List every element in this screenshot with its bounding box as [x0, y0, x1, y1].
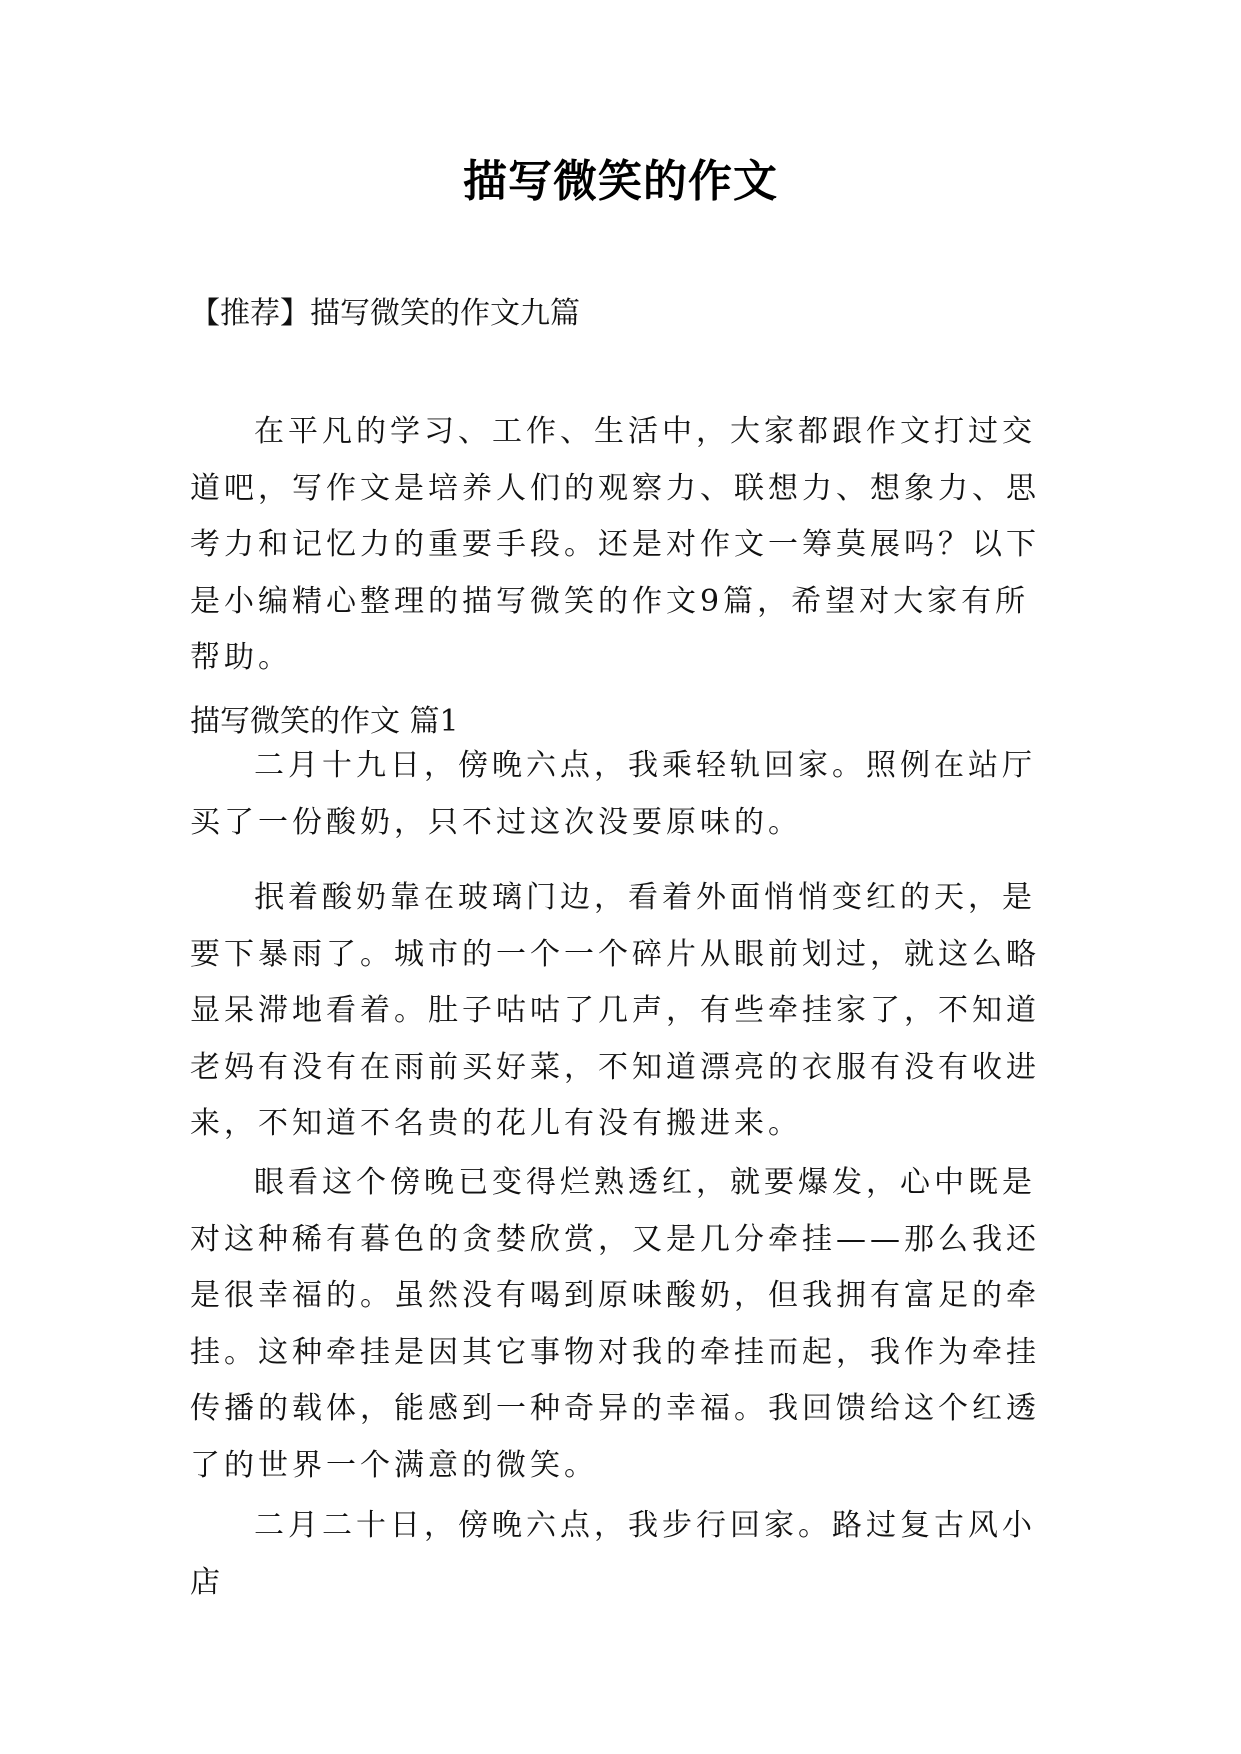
intro-paragraph: 在平凡的学习、工作、生活中，大家都跟作文打过交道吧，写作文是培养人们的观察力、联想力、想象力、思考力和记忆力的重要手段。还是对作文一筹莫展吗？以下是小编精心整理的描写微笑的作文9篇，希望对大家有所帮助。	[190, 414, 1040, 675]
body-paragraph-1: 二月十九日，傍晚六点，我乘轻轨回家。照例在站厅买了一份酸奶，只不过这次没要原味的。	[190, 748, 1036, 840]
body-paragraph-2: 抿着酸奶靠在玻璃门边，看着外面悄悄变红的天，是要下暴雨了。城市的一个一个碎片从眼前划过，就这么略显呆滞地看着。肚子咕咕了几声，有些牵挂家了，不知道老妈有没有在雨前买好菜，不知道漂亮的衣服有没有收进来，不知道不名贵的花儿有没有搬进来。	[190, 880, 1040, 1141]
document-title: 描写微笑的作文	[463, 156, 778, 207]
body-paragraph-4: 二月二十日，傍晚六点，我步行回家。路过复古风小店	[190, 1508, 1036, 1600]
document-subtitle: 【推荐】描写微笑的作文九篇	[190, 296, 580, 331]
section-heading: 描写微笑的作文 篇1	[190, 704, 459, 739]
body-paragraph-3: 眼看这个傍晚已变得烂熟透红，就要爆发，心中既是对这种稀有暮色的贪婪欣赏，又是几分牵挂——那么我还是很幸福的。虽然没有喝到原味酸奶，但我拥有富足的牵挂。这种牵挂是因其它事物对我的牵挂而起，我作为牵挂传播的载体，能感到一种奇异的幸福。我回馈给这个红透了的世界一个满意的微笑。	[190, 1165, 1040, 1483]
